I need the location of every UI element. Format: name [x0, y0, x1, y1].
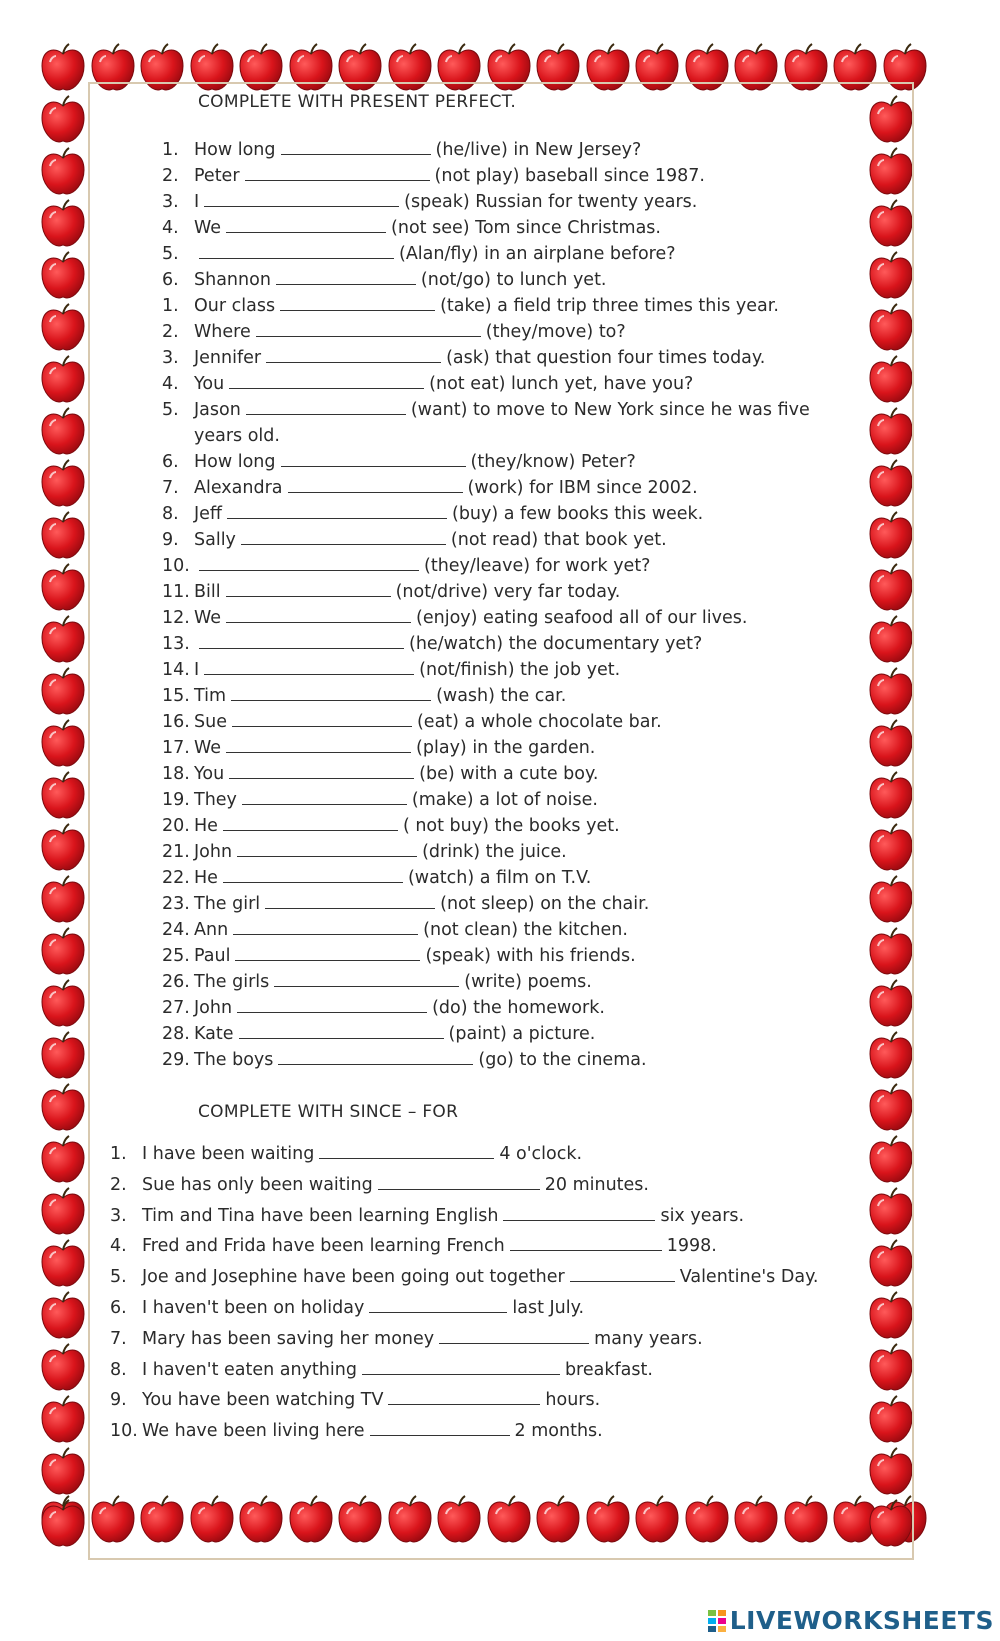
exercise-continuation: (paint) a picture. [448, 1024, 596, 1044]
answer-blank[interactable] [237, 998, 427, 1013]
exercise-prompt: I haven't eaten anything [142, 1359, 357, 1380]
exercise-number: 1. [110, 1144, 127, 1164]
answer-blank[interactable] [245, 166, 430, 181]
exercise-continuation: many years. [594, 1328, 703, 1349]
apple-icon [40, 1342, 86, 1392]
exercise-continuation: 4 o'clock. [499, 1144, 583, 1164]
apple-icon [40, 1394, 86, 1444]
exercise-continuation: 20 minutes. [544, 1174, 649, 1195]
exercise-number: 12. [162, 608, 190, 628]
answer-blank[interactable] [204, 192, 399, 207]
exercise-row [110, 1297, 584, 1319]
exercise-prompt: Joe and Josephine have been going out together [142, 1267, 565, 1288]
apple-icon [40, 250, 86, 300]
exercise-continuation: (they/leave) for work yet? [424, 556, 651, 576]
apple-icon [40, 978, 86, 1028]
exercise-continuation: (wash) the car. [436, 686, 567, 706]
exercise-continuation: hours. [545, 1390, 601, 1411]
exercise-row [162, 269, 607, 291]
exercise-number: 16. [162, 712, 190, 732]
exercise-prompt: John [194, 842, 233, 862]
exercise-continuation: 1998. [666, 1236, 717, 1257]
exercise-number: 2. [162, 166, 179, 186]
exercise-row [110, 1266, 819, 1288]
exercise-prompt: Sally [194, 530, 236, 550]
exercise-row [162, 971, 592, 993]
exercise-row [162, 737, 595, 759]
exercise-row [162, 373, 693, 395]
answer-blank[interactable] [232, 712, 412, 727]
answer-blank[interactable] [226, 582, 391, 597]
exercise-prompt: How long [194, 140, 276, 160]
exercise-number: 17. [162, 738, 190, 758]
answer-blank[interactable] [369, 1298, 507, 1313]
exercise-continuation: (Alan/fly) in an airplane before? [399, 244, 676, 264]
exercise-prompt: Tim and Tina have been learning English [142, 1205, 499, 1226]
exercise-continuation: last July. [512, 1298, 585, 1318]
exercise-number: 26. [162, 972, 190, 992]
exercise-number: 28. [162, 1024, 190, 1044]
exercise-number: 3. [162, 192, 179, 212]
exercise-row [162, 217, 661, 239]
answer-blank[interactable] [235, 946, 420, 961]
answer-blank[interactable] [237, 842, 417, 857]
exercise-continuation: (write) poems. [464, 972, 592, 992]
exercise-continuation: (ask) that question four times today. [446, 348, 766, 368]
exercise-continuation: (do) the homework. [432, 998, 605, 1018]
exercise-prompt: The girl [194, 894, 261, 914]
exercise-continuation: (eat) a whole chocolate bar. [416, 712, 662, 732]
answer-blank[interactable] [280, 296, 435, 311]
exercise-row [162, 295, 779, 317]
exercise-row [162, 555, 650, 577]
answer-blank[interactable] [229, 764, 414, 779]
exercise-number: 8. [162, 504, 179, 524]
exercise-continuation: (not clean) the kitchen. [423, 920, 628, 940]
answer-blank[interactable] [278, 1050, 473, 1065]
exercise-prompt: Ann [194, 920, 229, 940]
exercise-prompt: Jennifer [194, 348, 262, 368]
exercise-number: 6. [110, 1298, 127, 1318]
answer-blank[interactable] [242, 790, 407, 805]
answer-blank[interactable] [199, 556, 419, 571]
apple-icon [40, 94, 86, 144]
answer-blank[interactable] [246, 400, 406, 415]
exercise-prompt: years old. [194, 426, 280, 446]
apple-icon [40, 666, 86, 716]
exercise-row [162, 191, 697, 213]
exercise-number: 27. [162, 998, 190, 1018]
exercise-row [162, 607, 747, 629]
exercise-continuation: (work) for IBM since 2002. [467, 478, 698, 498]
answer-blank[interactable] [231, 686, 431, 701]
answer-blank[interactable] [510, 1236, 662, 1251]
section1-title: COMPLETE WITH PRESENT PERFECT. [198, 92, 517, 112]
answer-blank[interactable] [226, 218, 386, 233]
answer-blank[interactable] [319, 1144, 494, 1159]
exercise-number: 15. [162, 686, 190, 706]
exercise-row [110, 1420, 603, 1442]
apple-icon [40, 146, 86, 196]
apple-icon [40, 1030, 86, 1080]
exercise-continuation: breakfast. [564, 1359, 653, 1380]
apple-icon [40, 302, 86, 352]
exercise-prompt: How long [194, 452, 276, 472]
exercise-continuation: (drink) the juice. [422, 842, 567, 862]
exercise-number: 1. [162, 140, 179, 160]
exercise-row [162, 347, 765, 369]
exercise-number: 18. [162, 764, 190, 784]
exercise-row [162, 815, 620, 837]
exercise-row [162, 529, 667, 551]
exercise-continuation: (speak) Russian for twenty years. [404, 192, 698, 212]
exercise-row [162, 243, 676, 265]
answer-blank[interactable] [362, 1360, 560, 1375]
exercise-number: 2. [162, 322, 179, 342]
exercise-prompt: Where [194, 322, 251, 342]
exercise-row [162, 945, 636, 967]
answer-blank[interactable] [370, 1421, 510, 1436]
exercise-continuation: (make) a lot of noise. [411, 790, 598, 810]
apple-icon [40, 510, 86, 560]
exercise-row [162, 633, 702, 655]
exercise-row [162, 477, 698, 499]
exercise-prompt: You [194, 374, 225, 394]
answer-blank[interactable] [388, 1390, 540, 1405]
answer-blank[interactable] [199, 634, 404, 649]
answer-blank[interactable] [199, 244, 394, 259]
exercise-prompt: He [194, 816, 218, 836]
apple-icon [40, 42, 86, 92]
exercise-continuation: (play) in the garden. [416, 738, 596, 758]
exercise-prompt: Shannon [194, 270, 271, 290]
answer-blank[interactable] [288, 478, 463, 493]
exercise-continuation: (go) to the cinema. [478, 1050, 647, 1070]
exercise-continuation: (be) with a cute boy. [419, 764, 599, 784]
apple-icon [40, 198, 86, 248]
answer-blank[interactable] [233, 920, 418, 935]
exercise-number: 2. [110, 1174, 127, 1195]
apple-icon [40, 406, 86, 456]
exercise-continuation: (speak) with his friends. [425, 946, 636, 966]
answer-blank[interactable] [378, 1175, 540, 1190]
exercise-continuation: (he/watch) the documentary yet? [409, 634, 703, 654]
exercise-prompt: Tim [194, 686, 227, 706]
section2-title: COMPLETE WITH SINCE – FOR [198, 1102, 459, 1122]
exercise-row [162, 1049, 647, 1071]
exercise-row [162, 711, 662, 733]
exercise-prompt: We [194, 218, 222, 238]
exercise-row [162, 789, 598, 811]
exercise-number: 4. [162, 218, 179, 238]
exercise-prompt: You have been watching TV [142, 1390, 384, 1411]
apple-icon [40, 770, 86, 820]
exercise-prompt: Peter [194, 166, 240, 186]
apple-icon [40, 1082, 86, 1132]
liveworksheets-logo[interactable] [708, 1606, 994, 1635]
exercise-number: 4. [110, 1236, 127, 1257]
exercise-number: 10. [110, 1421, 138, 1442]
answer-blank[interactable] [265, 894, 435, 909]
exercise-prompt: Alexandra [194, 478, 283, 498]
exercise-number: 25. [162, 946, 190, 966]
exercise-number: 13. [162, 634, 190, 654]
exercise-row [162, 425, 280, 447]
exercise-row [110, 1359, 653, 1381]
exercise-number: 4. [162, 374, 179, 394]
exercise-continuation: (not/finish) the job yet. [419, 660, 621, 680]
exercise-number: 21. [162, 842, 190, 862]
answer-blank[interactable] [281, 452, 466, 467]
exercise-prompt: They [194, 790, 237, 810]
exercise-number: 24. [162, 920, 190, 940]
exercise-row [162, 1023, 595, 1045]
exercise-row [110, 1235, 717, 1257]
exercise-row [110, 1328, 703, 1350]
exercise-row [162, 919, 628, 941]
exercise-prompt: Our class [194, 296, 276, 316]
apple-icon [40, 874, 86, 924]
exercise-prompt: Jason [194, 400, 241, 420]
exercise-number: 20. [162, 816, 190, 836]
exercise-number: 3. [162, 348, 179, 368]
apple-icon [40, 1290, 86, 1340]
apple-icon [40, 614, 86, 664]
exercise-prompt: We have been living here [142, 1421, 365, 1442]
exercise-prompt: We [194, 608, 222, 628]
exercise-number: 22. [162, 868, 190, 888]
exercise-continuation: (they/know) Peter? [470, 452, 636, 472]
answer-blank[interactable] [570, 1267, 675, 1282]
exercise-row [162, 503, 703, 525]
exercise-number: 5. [162, 244, 179, 264]
exercise-row [110, 1205, 744, 1227]
exercise-number: 9. [162, 530, 179, 550]
exercise-continuation: (they/move) to? [485, 322, 626, 342]
apple-icon [40, 354, 86, 404]
exercise-number: 3. [110, 1205, 127, 1226]
exercise-continuation: ( not buy) the books yet. [402, 816, 620, 836]
exercise-number: 10. [162, 556, 190, 576]
apple-icon [40, 718, 86, 768]
exercise-continuation: (not see) Tom since Christmas. [391, 218, 661, 238]
exercise-prompt: He [194, 868, 218, 888]
answer-blank[interactable] [226, 608, 411, 623]
answer-blank[interactable] [439, 1329, 589, 1344]
exercise-row [110, 1143, 582, 1165]
apple-icon [40, 822, 86, 872]
exercise-row [162, 659, 620, 681]
exercise-prompt: You [194, 764, 225, 784]
exercise-continuation: (not eat) lunch yet, have you? [429, 374, 694, 394]
exercise-prompt: Paul [194, 946, 231, 966]
exercise-continuation: (enjoy) eating seafood all of our lives. [416, 608, 748, 628]
apple-icon [40, 1186, 86, 1236]
exercise-number: 19. [162, 790, 190, 810]
exercise-continuation: (want) to move to New York since he was five [410, 400, 810, 420]
exercise-row [162, 581, 620, 603]
answer-blank[interactable] [223, 868, 403, 883]
apple-icon [40, 1134, 86, 1184]
exercise-continuation: (not read) that book yet. [450, 530, 667, 550]
exercise-row [162, 139, 641, 161]
exercise-number: 29. [162, 1050, 190, 1070]
logo-text: LIVEWORKSHEETS [729, 1606, 994, 1635]
exercise-number: 5. [110, 1267, 127, 1288]
exercise-row [162, 165, 705, 187]
answer-blank[interactable] [274, 972, 459, 987]
exercise-continuation: six years. [660, 1205, 745, 1226]
exercise-row [162, 685, 566, 707]
exercise-row [110, 1174, 649, 1196]
answer-blank[interactable] [266, 348, 441, 363]
apple-icon [40, 926, 86, 976]
exercise-row [162, 399, 810, 421]
exercise-prompt: I haven't been on holiday [142, 1298, 365, 1318]
exercise-number: 9. [110, 1390, 127, 1411]
exercise-number: 5. [162, 400, 179, 420]
apple-icon [40, 1498, 86, 1548]
exercise-row [110, 1389, 600, 1411]
answer-blank[interactable] [229, 374, 424, 389]
exercise-prompt: We [194, 738, 222, 758]
exercise-row [162, 867, 591, 889]
exercise-prompt: Sue [194, 712, 227, 732]
exercise-continuation: (buy) a few books this week. [452, 504, 704, 524]
exercise-number: 7. [110, 1328, 127, 1349]
answer-blank[interactable] [503, 1206, 655, 1221]
exercise-row [162, 321, 626, 343]
answer-blank[interactable] [241, 530, 446, 545]
exercise-continuation: (watch) a film on T.V. [407, 868, 592, 888]
exercise-prompt: Fred and Frida have been learning French [142, 1236, 505, 1257]
apple-icon [40, 1446, 86, 1496]
exercise-continuation: (not sleep) on the chair. [440, 894, 650, 914]
exercise-prompt: The girls [194, 972, 270, 992]
exercise-prompt: I have been waiting [142, 1144, 315, 1164]
exercise-row [162, 451, 636, 473]
exercise-prompt: Sue has only been waiting [142, 1174, 373, 1195]
exercise-number: 6. [162, 270, 179, 290]
apple-icon [40, 458, 86, 508]
answer-blank[interactable] [226, 738, 411, 753]
exercise-number: 7. [162, 478, 179, 498]
exercise-continuation: Valentine's Day. [679, 1267, 819, 1288]
answer-blank[interactable] [204, 660, 414, 675]
exercise-prompt: I [194, 192, 200, 212]
answer-blank[interactable] [281, 140, 431, 155]
exercise-prompt: John [194, 998, 233, 1018]
answer-blank[interactable] [276, 270, 416, 285]
exercise-continuation: 2 months. [514, 1421, 603, 1442]
exercise-row [162, 841, 567, 863]
answer-blank[interactable] [227, 504, 447, 519]
exercise-row [162, 763, 598, 785]
exercise-prompt: Mary has been saving her money [142, 1328, 435, 1349]
answer-blank[interactable] [256, 322, 481, 337]
exercise-continuation: (not/go) to lunch yet. [420, 270, 607, 290]
answer-blank[interactable] [239, 1024, 444, 1039]
answer-blank[interactable] [223, 816, 398, 831]
exercise-row [162, 893, 649, 915]
apple-icon [40, 562, 86, 612]
exercise-continuation: (he/live) in New Jersey? [435, 140, 642, 160]
exercise-prompt: I [194, 660, 200, 680]
exercise-number: 23. [162, 894, 190, 914]
exercise-number: 8. [110, 1359, 127, 1380]
exercise-number: 11. [162, 582, 190, 602]
exercise-prompt: Jeff [194, 504, 222, 524]
exercise-number: 1. [162, 296, 179, 316]
exercise-prompt: Bill [194, 582, 221, 602]
exercise-number: 14. [162, 660, 190, 680]
exercise-number: 6. [162, 452, 179, 472]
exercise-continuation: (not play) baseball since 1987. [434, 166, 705, 186]
exercise-row [162, 997, 605, 1019]
exercise-continuation: (not/drive) very far today. [395, 582, 621, 602]
exercise-prompt: The boys [194, 1050, 274, 1070]
exercise-continuation: (take) a field trip three times this year. [440, 296, 779, 316]
apple-icon [40, 1238, 86, 1288]
exercise-prompt: Kate [194, 1024, 234, 1044]
logo-grid-icon [708, 1610, 726, 1632]
